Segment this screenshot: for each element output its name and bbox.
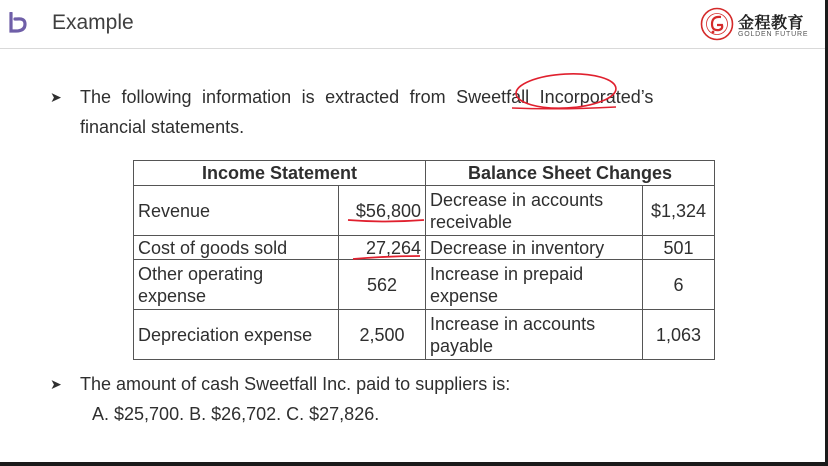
- bs-amount: $1,324: [643, 186, 715, 236]
- table-row: [134, 236, 715, 260]
- answer-options: A. $25,700. B. $26,702. C. $27,826.: [92, 404, 380, 424]
- row-amount: 27,264: [339, 236, 426, 260]
- row-amount: $56,800: [339, 186, 426, 236]
- row-label: Depreciation expense: [134, 310, 339, 360]
- bs-label: Decrease in inventory: [426, 236, 643, 260]
- bs-label: Increase in accounts payable: [426, 310, 643, 360]
- brand-logo: [700, 7, 818, 45]
- bullet-arrow-icon: ➤: [50, 376, 62, 392]
- row-amount: 2,500: [339, 310, 426, 360]
- financial-data-table: [133, 160, 715, 360]
- table-row: [134, 260, 715, 310]
- bullet-arrow-icon: ➤: [50, 89, 62, 105]
- slide-title: Example: [52, 11, 134, 34]
- table-header-row: [134, 161, 715, 186]
- slide-logo-icon: [8, 12, 28, 34]
- row-label: Cost of goods sold: [134, 236, 339, 260]
- row-label: Other operating expense: [134, 260, 339, 310]
- income-statement-header: Income Statement: [134, 161, 426, 186]
- intro-line-1: The following information is extracted from Sweetfall Incorporated’s: [80, 87, 654, 107]
- table-row: [134, 186, 715, 236]
- brand-name-english: GOLDEN FUTURE: [738, 31, 809, 38]
- bs-amount: 1,063: [643, 310, 715, 360]
- row-label: Revenue: [134, 186, 339, 236]
- bs-label: Increase in prepaid expense: [426, 260, 643, 310]
- intro-bullet: [50, 83, 750, 143]
- question-bullet: [50, 370, 750, 430]
- slide-header: [0, 0, 825, 48]
- intro-line-2: financial statements.: [80, 117, 245, 137]
- window-frame-bottom: [0, 462, 828, 466]
- table-row: [134, 310, 715, 360]
- bs-amount: 6: [643, 260, 715, 310]
- golden-future-seal-icon: [700, 7, 734, 41]
- brand-name-chinese: 金程教育: [738, 13, 805, 32]
- question-text: The amount of cash Sweetfall Inc. paid to suppliers is:: [80, 374, 511, 394]
- bs-amount: 501: [643, 236, 715, 260]
- balance-sheet-header: Balance Sheet Changes: [426, 161, 715, 186]
- header-divider: [0, 48, 825, 49]
- bs-label: Decrease in accounts receivable: [426, 186, 643, 236]
- row-amount: 562: [339, 260, 426, 310]
